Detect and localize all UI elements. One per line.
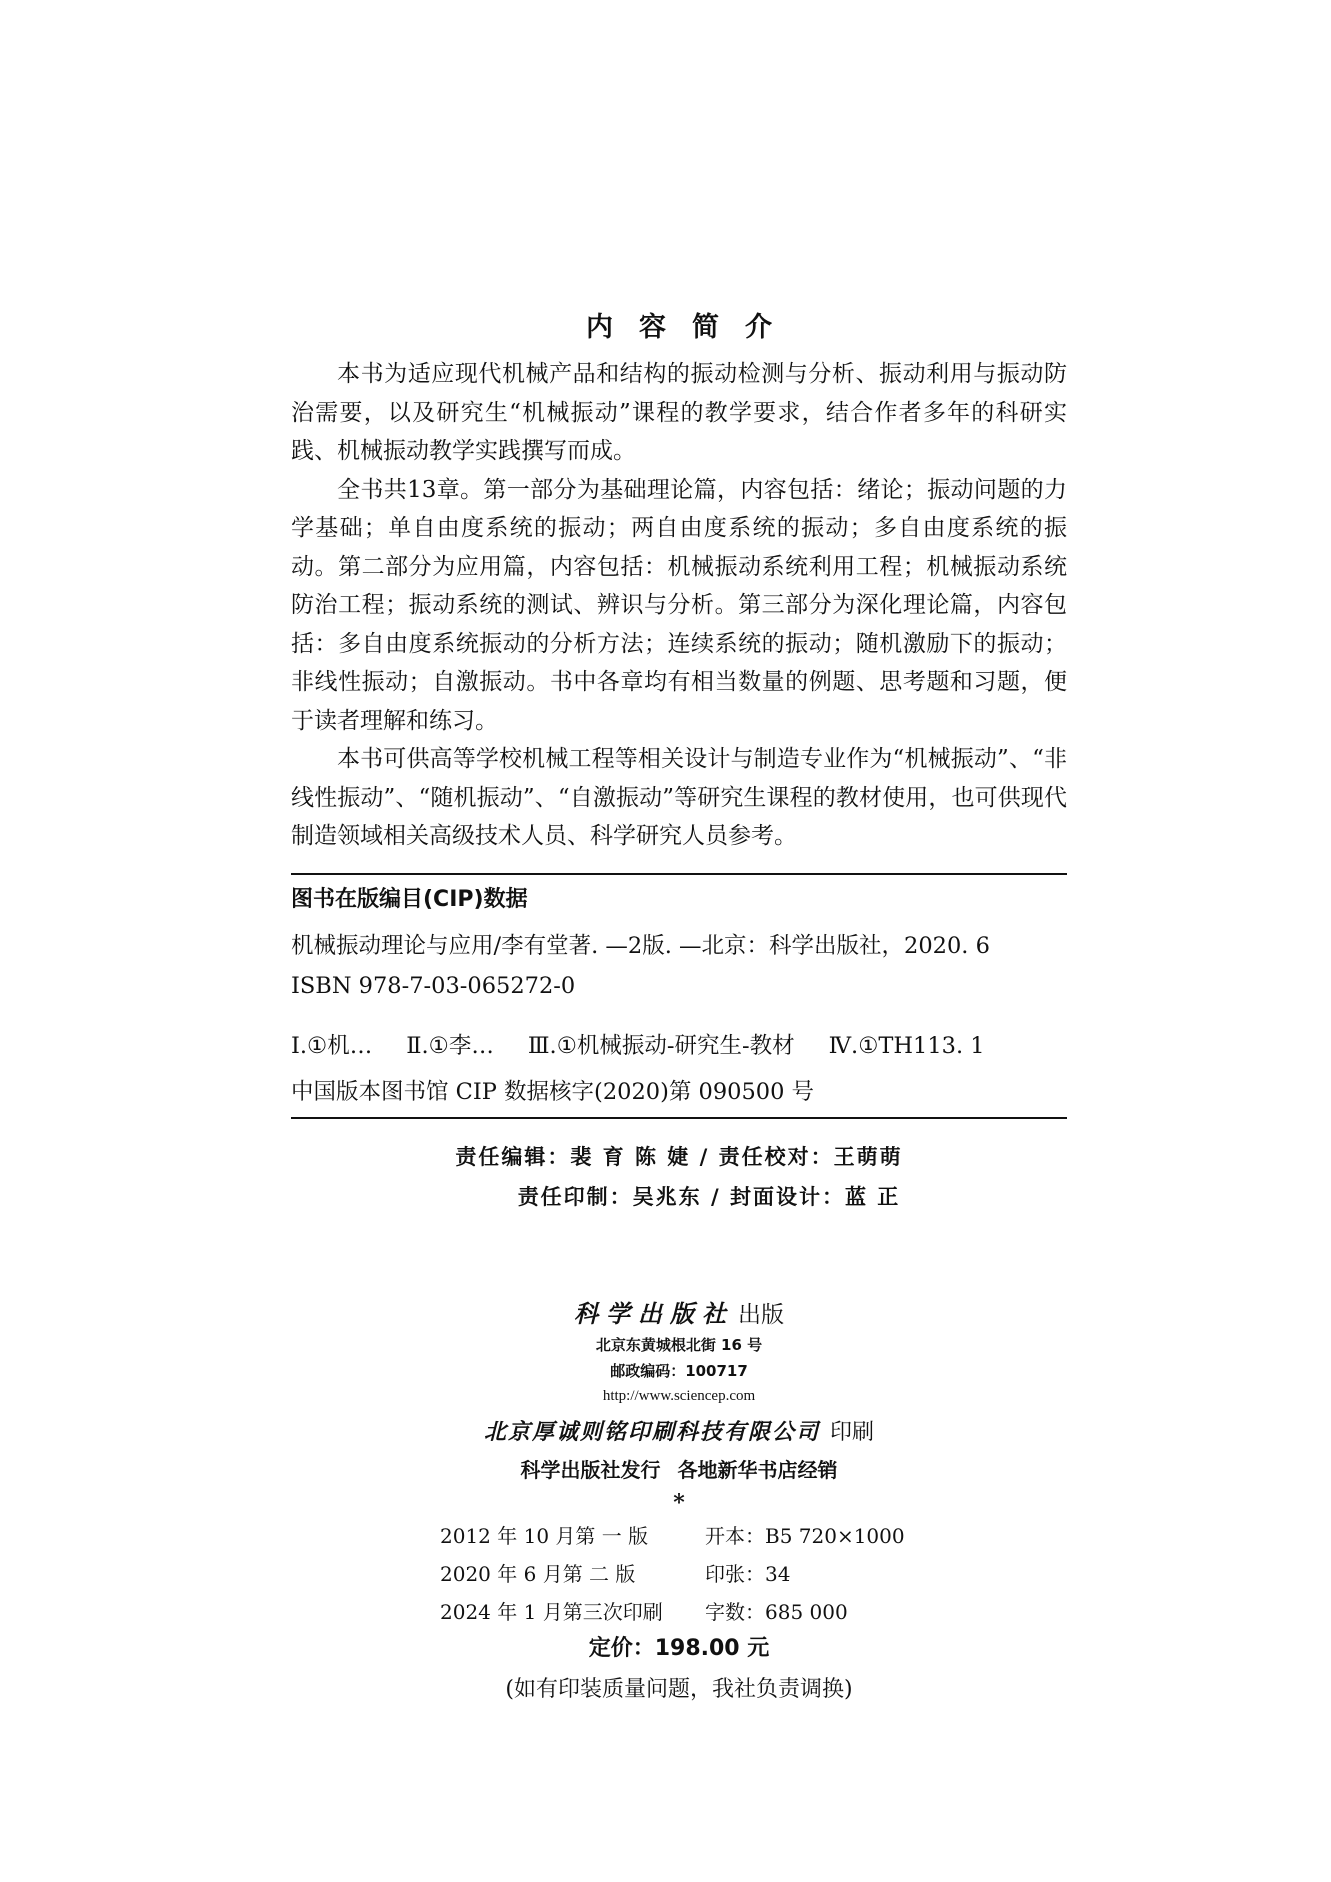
edition-row (440, 1555, 905, 1593)
distribution-line: 科学出版社发行 各地新华书店经销 (520, 1458, 838, 1482)
publisher-url: http://www.sciencep.com (602, 1388, 756, 1404)
credits-production: 责任印制：吴兆东 / 封面设计：蓝 正 (517, 1185, 901, 1209)
edition-row (440, 1593, 905, 1631)
cip-record: 机械振动理论与应用/李有堂著. —2版. —北京：科学出版社，2020. 6 (291, 933, 990, 959)
edition-date: 2012 年 10 月第 一 版 (440, 1524, 649, 1548)
abstract-paragraph: 本书为适应现代机械产品和结构的振动检测与分析、振动利用与振动防治需要，以及研究生“机械振动”课程的教学要求，结合作者多年的科研实践、机械振动教学实践撰写而成。 (291, 361, 1067, 464)
publisher-name: 科学出版社 (574, 1299, 734, 1328)
edition-date: 2024 年 1 月第三次印刷 (440, 1600, 663, 1624)
cip-classification (291, 1026, 1067, 1066)
quality-notice: (如有印装质量问题，我社负责调换) (505, 1677, 853, 1702)
price: 定价：198.00 元 (588, 1636, 770, 1661)
publisher-line (291, 1296, 1067, 1332)
edition-spec: 印张：34 (705, 1562, 791, 1586)
cip-block (291, 880, 1067, 1112)
cip-class-item: Ⅱ.①李… (406, 1033, 494, 1059)
edition-spec: 开本：B5 720×1000 (705, 1524, 905, 1548)
cip-class-item: Ⅲ.①机械振动-研究生-教材 (527, 1033, 795, 1059)
publisher-address: 北京东黄城根北街 16 号 (595, 1336, 763, 1354)
cip-class-item: Ⅳ.①TH113. 1 (828, 1033, 985, 1059)
cip-class-item: Ⅰ.①机… (291, 1033, 373, 1059)
edition-row (440, 1517, 905, 1555)
abstract-paragraph: 本书可供高等学校机械工程等相关设计与制造专业作为“机械振动”、“非线性振动”、“随机振动”、“自激振动”等研究生课程的教材使用，也可供现代制造领域相关高级技术人员、科学研究人员参考。 (291, 746, 1067, 849)
publisher-postcode: 邮政编码：100717 (610, 1362, 748, 1380)
abstract-paragraph: 全书共13章。第一部分为基础理论篇，内容包括：绪论；振动问题的力学基础；单自由度系统的振动；两自由度系统的振动；多自由度系统的振动。第二部分为应用篇，内容包括：机械振动系统利用工程；机械振动系统防治工程；振动系统的测试、辨识与分析。第三部分为深化理论篇，内容包括：多自由度系统振动的分析方法；连续系统的振动；随机激励下的振动；非线性振动；自激振动。书中各章均有相当数量的例题、思考题和习题，便于读者理解和练习。 (291, 476, 1067, 734)
colophon (291, 1296, 1067, 1514)
abstract-title: 内容简介 (586, 312, 798, 343)
cip-bottom-rule (291, 1117, 1067, 1119)
separator-asterisk: * (673, 1490, 685, 1516)
abstract-body (291, 355, 1067, 856)
cip-top-rule (291, 873, 1067, 875)
publisher-suffix: 出版 (738, 1302, 784, 1328)
edition-table (440, 1517, 905, 1631)
cip-number: 中国版本图书馆 CIP 数据核字(2020)第 090500 号 (291, 1079, 815, 1105)
printer-name: 北京厚诚则铭印刷科技有限公司 (483, 1419, 820, 1445)
cip-isbn: ISBN 978-7-03-065272-0 (291, 973, 576, 999)
credits (291, 1137, 1067, 1217)
credits-editors: 责任编辑：裴 育 陈 婕 / 责任校对：王萌萌 (455, 1145, 903, 1169)
printer-suffix: 印刷 (830, 1420, 875, 1445)
printer-line (291, 1412, 1067, 1452)
cip-heading: 图书在版编目(CIP)数据 (291, 887, 528, 912)
edition-spec: 字数：685 000 (705, 1600, 848, 1624)
edition-date: 2020 年 6 月第 二 版 (440, 1562, 636, 1586)
